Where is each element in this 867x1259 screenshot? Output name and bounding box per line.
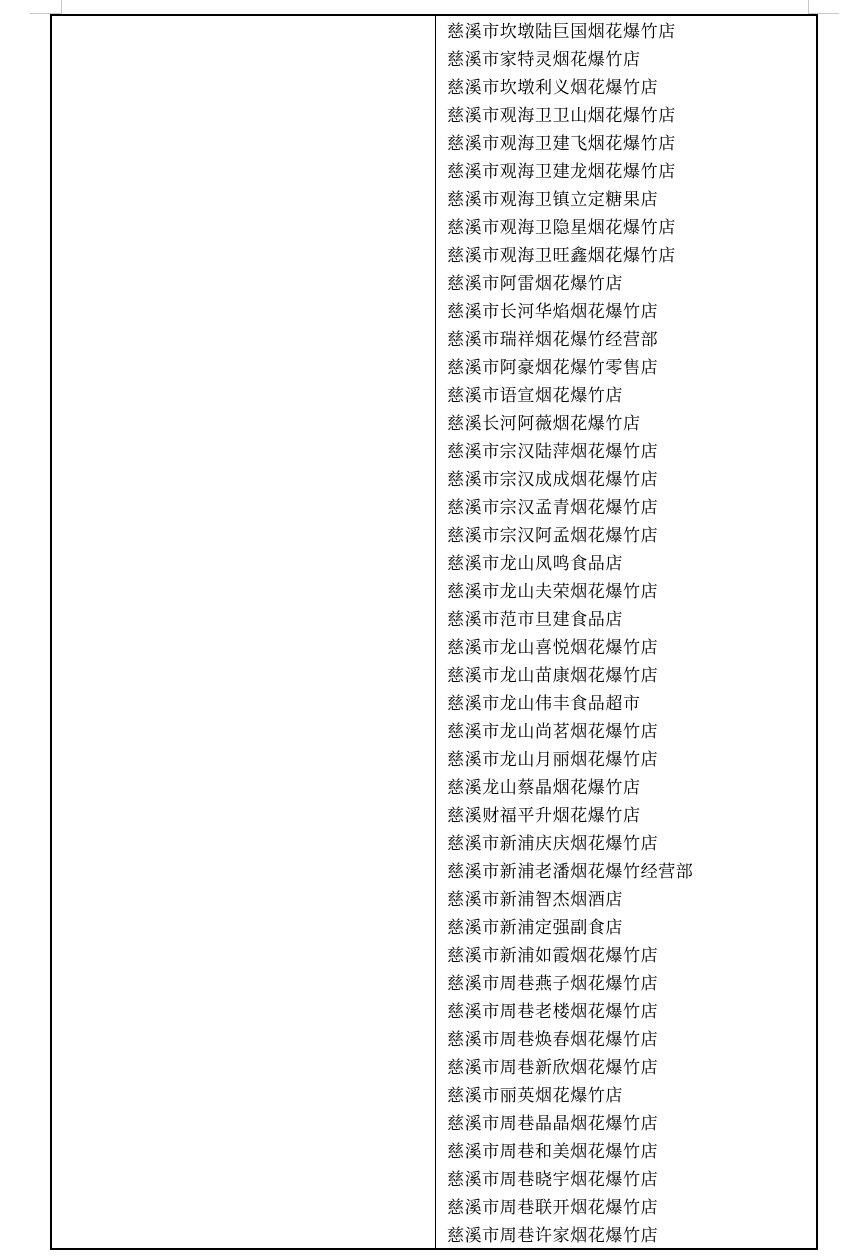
shop-list-item: 慈溪市瑞祥烟花爆竹经营部 <box>447 330 659 350</box>
shop-list-item: 慈溪市宗汉陆萍烟花爆竹店 <box>447 442 659 462</box>
shop-list-item: 慈溪市龙山伟丰食品超市 <box>447 694 641 714</box>
shop-list-item: 慈溪市长河华焰烟花爆竹店 <box>447 302 659 322</box>
shop-list-item: 慈溪市周巷焕春烟花爆竹店 <box>447 1030 659 1050</box>
shop-list-item: 慈溪市新浦智杰烟酒店 <box>447 890 623 910</box>
shop-list-item: 慈溪市阿豪烟花爆竹零售店 <box>447 358 659 378</box>
shop-list-item: 慈溪市周巷燕子烟花爆竹店 <box>447 974 659 994</box>
shop-list-item: 慈溪市龙山尚茗烟花爆竹店 <box>447 722 659 742</box>
shop-list-item: 慈溪市周巷联开烟花爆竹店 <box>447 1198 659 1218</box>
table-left-cell <box>52 16 436 1248</box>
shop-list-item: 慈溪市观海卫建飞烟花爆竹店 <box>447 134 676 154</box>
shop-list-item: 慈溪市家特灵烟花爆竹店 <box>447 50 641 70</box>
shop-list-item: 慈溪市阿雷烟花爆竹店 <box>447 274 623 294</box>
shop-list-item: 慈溪市观海卫镇立定糖果店 <box>447 190 659 210</box>
shop-list-item: 慈溪财福平升烟花爆竹店 <box>447 806 641 826</box>
crop-mark-top-left-vertical <box>61 0 62 14</box>
shop-list-item: 慈溪市新浦庆庆烟花爆竹店 <box>447 834 659 854</box>
shop-name-list <box>447 18 693 1250</box>
shop-list-item: 慈溪市龙山夫荣烟花爆竹店 <box>447 582 659 602</box>
shop-list-item: 慈溪市新浦定强副食店 <box>447 918 623 938</box>
shop-list-item: 慈溪市新浦老潘烟花爆竹经营部 <box>447 862 694 882</box>
shop-list-item: 慈溪市周巷新欣烟花爆竹店 <box>447 1058 659 1078</box>
shop-list-item: 慈溪市坎墩利义烟花爆竹店 <box>447 78 659 98</box>
shop-list-item: 慈溪市龙山凤鸣食品店 <box>447 554 623 574</box>
shop-list-item: 慈溪龙山蔡晶烟花爆竹店 <box>447 778 641 798</box>
shop-list-item: 慈溪市宗汉孟青烟花爆竹店 <box>447 498 659 518</box>
shop-list-item: 慈溪市观海卫建龙烟花爆竹店 <box>447 162 676 182</box>
shop-list-item: 慈溪市观海卫卫山烟花爆竹店 <box>447 106 676 126</box>
crop-mark-top-right-vertical <box>808 0 809 14</box>
shop-list-item: 慈溪市龙山苗康烟花爆竹店 <box>447 666 659 686</box>
shop-table <box>50 14 818 1250</box>
shop-list-item: 慈溪市周巷晶晶烟花爆竹店 <box>447 1114 659 1134</box>
shop-list-item: 慈溪市周巷和美烟花爆竹店 <box>447 1142 659 1162</box>
shop-list-item: 慈溪市观海卫旺鑫烟花爆竹店 <box>447 246 676 266</box>
table-right-cell <box>436 16 816 1248</box>
shop-list-item: 慈溪市宗汉阿孟烟花爆竹店 <box>447 526 659 546</box>
shop-list-item: 慈溪市周巷老楼烟花爆竹店 <box>447 1002 659 1022</box>
shop-list-item: 慈溪市周巷晓宇烟花爆竹店 <box>447 1170 659 1190</box>
shop-list-item: 慈溪市观海卫隐星烟花爆竹店 <box>447 218 676 238</box>
shop-list-item: 慈溪市周巷许家烟花爆竹店 <box>447 1226 659 1246</box>
shop-list-item: 慈溪市坎墩陆巨国烟花爆竹店 <box>447 22 676 42</box>
shop-list-item: 慈溪市丽英烟花爆竹店 <box>447 1086 623 1106</box>
shop-list-item: 慈溪市龙山喜悦烟花爆竹店 <box>447 638 659 658</box>
shop-list-item: 慈溪市宗汉成成烟花爆竹店 <box>447 470 659 490</box>
shop-list-item: 慈溪市新浦如霞烟花爆竹店 <box>447 946 659 966</box>
shop-list-item: 慈溪长河阿薇烟花爆竹店 <box>447 414 641 434</box>
shop-list-item: 慈溪市语宣烟花爆竹店 <box>447 386 623 406</box>
shop-list-item: 慈溪市龙山月丽烟花爆竹店 <box>447 750 659 770</box>
shop-list-item: 慈溪市范市旦建食品店 <box>447 610 623 630</box>
